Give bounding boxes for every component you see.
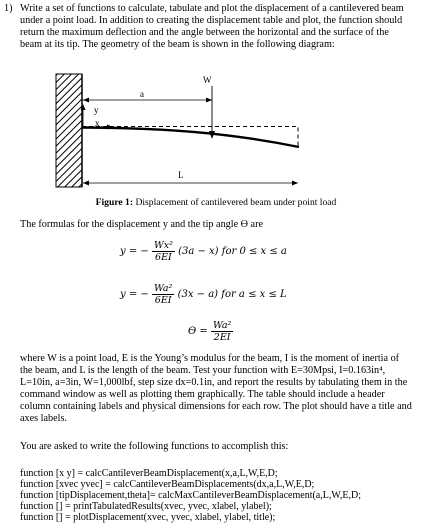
asked-line: You are asked to write the following functions to accomplish this: [20, 441, 289, 452]
where-line: where W is a point load, E is the Young’s modulus for the beam, I is the moment of inertia of [20, 353, 400, 364]
equation-1: y = − $\frac{\text{Wx²}}{6EI}$ (3a − x) for 0 ≤ x ≤ a [120, 240, 287, 263]
figure-caption-label: Figure 1: [95, 197, 134, 208]
where-paragraph [20, 353, 428, 425]
beam-diagram [0, 60, 432, 190]
label-x: x [95, 118, 100, 128]
function-list [20, 468, 361, 523]
function-signature: function [] = plotDisplacement(xvec, yvec, xlabel, ylabel, title); [20, 512, 276, 523]
eq2-numerator: Wa² [153, 283, 173, 294]
question-number: 1) [4, 3, 13, 14]
intro-line: Write a set of functions to calculate, tabulate and plot the displacement of a cantilevered beam [20, 3, 404, 14]
where-line: L=10in, a=3in, W=1,000lbf, step size dx=0.1in, and report the results by tabulating them in the [20, 377, 408, 388]
function-signature: function [xvec yvec] = calcCantileverBeamDisplacements(dx,a,L,W,E,D; [20, 479, 315, 490]
wall-support [56, 74, 82, 187]
label-a: a [140, 89, 144, 99]
where-line: column containing labels and physical dimensions for each row. The plot should have a title and [20, 401, 412, 412]
where-line: the beam, and L is the length of the beam. Test your function with E=30Mpsi, I=0.163in⁴, [20, 365, 386, 376]
where-line: axes labels. [20, 413, 67, 424]
eq1-denominator: 6EI [155, 252, 172, 263]
equation-2: y = − $\frac{\text{Wa²}}{6EI}$ (3x − a) for a ≤ x ≤ L [120, 283, 287, 306]
label-w: W [203, 75, 212, 85]
figure-caption-text: Displacement of cantilevered beam under point load [133, 197, 337, 208]
formulas-intro: The formulas for the displacement y and the tip angle ϴ are [20, 219, 263, 230]
eq1-numerator: Wx² [153, 240, 173, 251]
undeflected-beam-reference [82, 127, 298, 147]
intro-line: beam at its tip. The geometry of the beam is shown in the following diagram: [20, 39, 335, 50]
intro-paragraph [20, 3, 428, 51]
intro-line: under a point load. In addition to creating the displacement table and plot, the function should [20, 15, 403, 26]
where-line: command window as well as plotting them graphically. The table should include a header [20, 389, 385, 400]
eq3-denominator: 2EI [213, 332, 231, 343]
deflected-beam [82, 128, 299, 148]
function-signature: function [] = printTabulatedResults(xvec, yvec, xlabel, ylabel); [20, 501, 272, 512]
function-signature: function [tipDisplacement,theta]= calcMaxCantileverBeamDisplacement(a,L,W,E,D; [20, 490, 361, 501]
figure-caption [0, 197, 432, 208]
eq2-denominator: 6EI [154, 295, 172, 306]
intro-line: return the maximum deflection and the angle between the horizontal and the surface of the [20, 27, 389, 38]
function-signature: function [x y] = calcCantileverBeamDisplacement(x,a,L,W,E,D; [20, 468, 278, 479]
equation-3: ϴ = $\frac{\text{Wa²}}{2EI}$ [188, 320, 232, 343]
eq3-numerator: Wa² [212, 320, 232, 331]
label-l: L [178, 170, 184, 180]
label-y: y [94, 105, 99, 115]
